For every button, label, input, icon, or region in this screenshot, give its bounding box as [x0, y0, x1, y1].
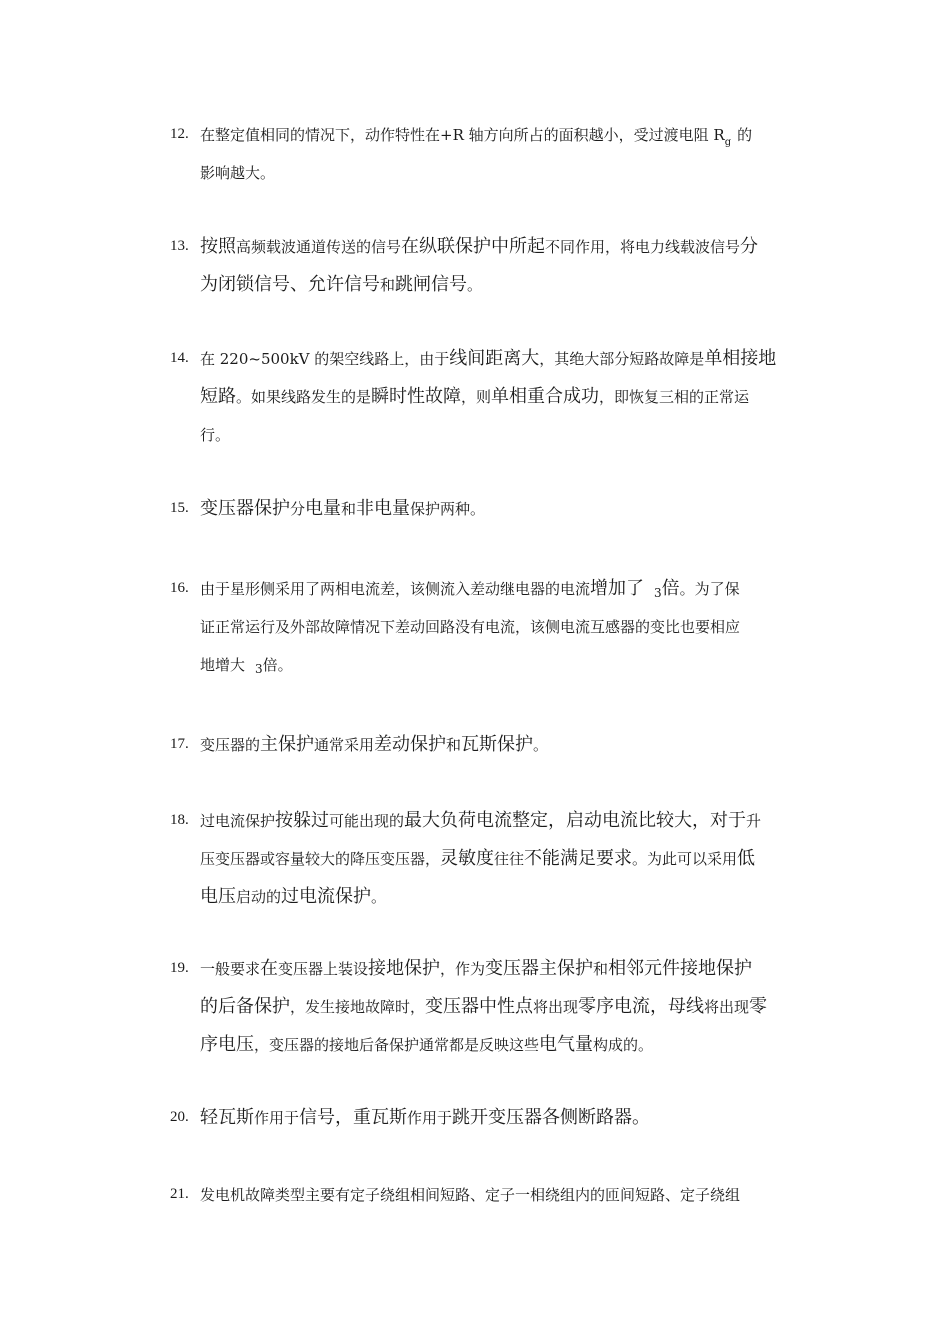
- item-number: 18.: [170, 812, 189, 828]
- text-line: 影响越大。: [200, 164, 276, 182]
- item-number: 12.: [170, 126, 189, 142]
- text-line: 短路。如果线路发生的是瞬时性故障，则单相重合成功，即恢复三相的正常运: [200, 386, 750, 407]
- item-21: [170, 1176, 810, 1214]
- text-line: 在整定值相同的情况下，动作特性在+R 轴方向所占的面积越小，受过渡电阻 $R_g$ 的: [200, 126, 753, 148]
- item-text: [200, 1099, 810, 1137]
- item-text: [200, 1176, 810, 1214]
- item-text: [200, 116, 810, 192]
- item-20: [170, 1099, 810, 1137]
- item-text: [200, 950, 810, 1064]
- item-number: 13.: [170, 238, 189, 254]
- text-line: 为闭锁信号、允许信号和跳闸信号。: [200, 274, 483, 295]
- item-15: [170, 490, 810, 528]
- item-number: 21.: [170, 1186, 189, 1202]
- text-line: 证正常运行及外部故障情况下差动回路没有电流，该侧电流互感器的变比也要相应: [200, 618, 741, 636]
- item-number: 20.: [170, 1109, 189, 1125]
- text-line: 由于星形侧采用了两相电流差，该侧流入差动继电器的电流增加了 $_3$倍。为了保: [200, 578, 740, 600]
- text-line: 地增大 $_3$倍。: [200, 656, 293, 676]
- item-number: 15.: [170, 500, 189, 516]
- text-line: 变压器的主保护通常采用差动保护和瓦斯保护。: [200, 734, 549, 755]
- item-text: [200, 726, 810, 764]
- item-14: [170, 340, 810, 454]
- text-line: 电压启动的过电流保护。: [200, 886, 387, 907]
- item-number: 17.: [170, 736, 189, 752]
- item-18: [170, 802, 810, 916]
- text-line: 按照高频载波通道传送的信号在纵联保护中所起不同作用，将电力线载波信号分: [200, 236, 759, 257]
- item-number: 14.: [170, 350, 189, 366]
- item-text: [200, 802, 810, 916]
- item-number: 16.: [170, 580, 189, 596]
- item-17: [170, 726, 810, 764]
- item-16: [170, 570, 810, 684]
- item-number: 19.: [170, 960, 189, 976]
- item-12: [170, 116, 810, 192]
- text-line: 的后备保护，发生接地故障时，变压器中性点将出现零序电流，母线将出现零: [200, 996, 768, 1017]
- text-line: 过电流保护按躲过可能出现的最大负荷电流整定，启动电流比较大，对于升: [200, 810, 762, 831]
- text-line: 行。: [200, 426, 231, 444]
- item-13: [170, 228, 810, 304]
- text-line: 轻瓦斯作用于信号，重瓦斯作用于跳开变压器各侧断路器。: [200, 1107, 651, 1128]
- text-line: 序电压，变压器的接地后备保护通常都是反映这些电气量构成的。: [200, 1034, 654, 1055]
- item-text: [200, 490, 810, 528]
- text-line: 在 220~500kV 的架空线路上，由于线间距离大，其绝大部分短路故障是单相接地: [200, 348, 777, 369]
- text-line: 变压器保护分电量和非电量保护两种。: [200, 498, 486, 519]
- text-line: 一般要求在变压器上装设接地保护，作为变压器主保护和相邻元件接地保护: [200, 958, 753, 979]
- text-line: 发电机故障类型主要有定子绕组相间短路、定子一相绕组内的匝间短路、定子绕组: [200, 1186, 741, 1204]
- text-line: 压变压器或容量较大的降压变压器，灵敏度往往不能满足要求。为此可以采用低: [200, 848, 756, 869]
- item-19: [170, 950, 810, 1064]
- item-text: [200, 340, 810, 454]
- item-text: [200, 228, 810, 304]
- item-text: [200, 570, 810, 684]
